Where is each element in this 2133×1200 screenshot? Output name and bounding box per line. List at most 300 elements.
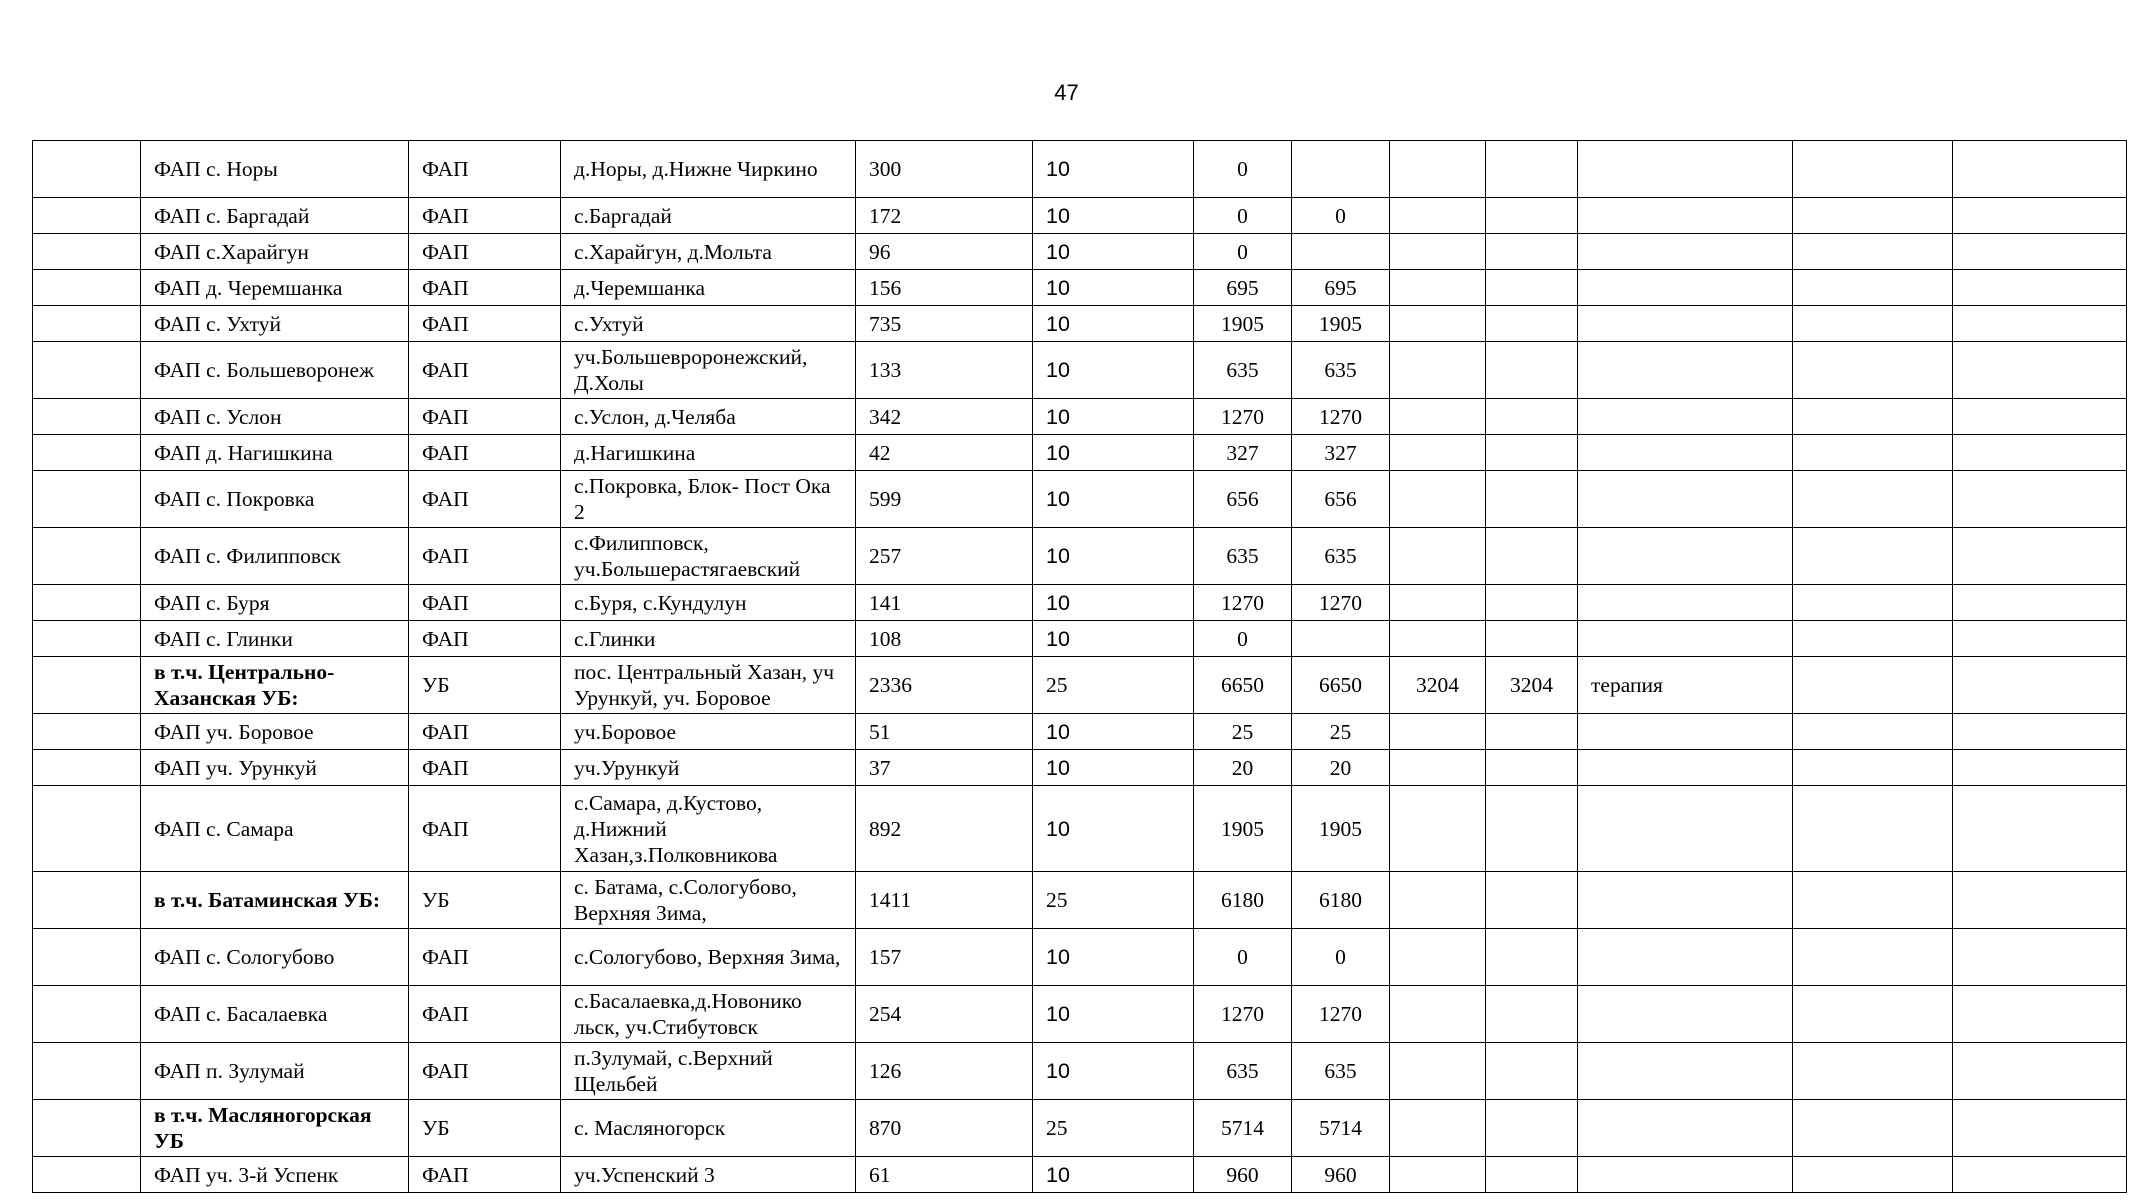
population-cell: 133 xyxy=(856,342,1033,399)
distance-cell: 10 xyxy=(1033,471,1194,528)
facility-name-cell: ФАП с.Харайгун xyxy=(141,234,409,270)
distance-cell: 25 xyxy=(1033,657,1194,714)
value-4-cell xyxy=(1486,306,1578,342)
table-row xyxy=(33,471,2127,528)
empty-cell xyxy=(33,1100,141,1157)
value-3-cell xyxy=(1390,528,1486,585)
profile-cell xyxy=(1578,399,1793,435)
empty-cell xyxy=(1793,929,1953,986)
distance-cell: 10 xyxy=(1033,234,1194,270)
facility-name-cell: ФАП уч. Урункуй xyxy=(141,750,409,786)
facility-name-cell: в т.ч. Центрально-Хазанская УБ: xyxy=(141,657,409,714)
population-cell: 599 xyxy=(856,471,1033,528)
distance-cell: 10 xyxy=(1033,621,1194,657)
value-2-cell: 656 xyxy=(1292,471,1390,528)
table-row xyxy=(33,657,2127,714)
service-area-cell: с.Баргадай xyxy=(561,198,856,234)
value-1-cell: 656 xyxy=(1194,471,1292,528)
empty-cell xyxy=(33,929,141,986)
empty-cell xyxy=(1953,234,2127,270)
value-3-cell xyxy=(1390,399,1486,435)
profile-cell xyxy=(1578,1157,1793,1193)
facility-type-cell: УБ xyxy=(409,872,561,929)
value-2-cell: 1270 xyxy=(1292,986,1390,1043)
empty-cell xyxy=(33,435,141,471)
value-2-cell: 20 xyxy=(1292,750,1390,786)
profile-cell xyxy=(1578,306,1793,342)
value-3-cell xyxy=(1390,750,1486,786)
value-3-cell xyxy=(1390,929,1486,986)
value-2-cell: 1905 xyxy=(1292,306,1390,342)
value-1-cell: 1905 xyxy=(1194,786,1292,872)
population-cell: 61 xyxy=(856,1157,1033,1193)
empty-cell xyxy=(33,872,141,929)
facility-type-cell: УБ xyxy=(409,1100,561,1157)
profile-cell xyxy=(1578,872,1793,929)
empty-cell xyxy=(1953,585,2127,621)
empty-cell xyxy=(1793,234,1953,270)
empty-cell xyxy=(33,270,141,306)
facility-name-cell: ФАП с. Услон xyxy=(141,399,409,435)
service-area-cell: с. Батама, с.Сологубово, Верхняя Зима, xyxy=(561,872,856,929)
empty-cell xyxy=(1953,528,2127,585)
profile-cell: терапия xyxy=(1578,657,1793,714)
empty-cell xyxy=(33,399,141,435)
facility-name-cell: ФАП с. Самара xyxy=(141,786,409,872)
service-area-cell: с.Харайгун, д.Мольта xyxy=(561,234,856,270)
population-cell: 141 xyxy=(856,585,1033,621)
empty-cell xyxy=(1793,435,1953,471)
population-cell: 892 xyxy=(856,786,1033,872)
empty-cell xyxy=(33,342,141,399)
empty-cell xyxy=(1793,270,1953,306)
value-2-cell: 25 xyxy=(1292,714,1390,750)
empty-cell xyxy=(1953,1100,2127,1157)
facility-name-cell: ФАП с. Глинки xyxy=(141,621,409,657)
value-1-cell: 327 xyxy=(1194,435,1292,471)
value-4-cell xyxy=(1486,986,1578,1043)
facility-name-cell: ФАП п. Зулумай xyxy=(141,1043,409,1100)
table-row xyxy=(33,342,2127,399)
facility-name-cell: ФАП уч. 3-й Успенк xyxy=(141,1157,409,1193)
value-2-cell: 0 xyxy=(1292,929,1390,986)
value-4-cell xyxy=(1486,714,1578,750)
empty-cell xyxy=(1793,1043,1953,1100)
empty-cell xyxy=(1793,585,1953,621)
value-1-cell: 1270 xyxy=(1194,585,1292,621)
facility-type-cell: ФАП xyxy=(409,399,561,435)
population-cell: 37 xyxy=(856,750,1033,786)
profile-cell xyxy=(1578,528,1793,585)
facility-type-cell: ФАП xyxy=(409,528,561,585)
value-4-cell xyxy=(1486,1157,1578,1193)
empty-cell xyxy=(1953,471,2127,528)
facility-name-cell: ФАП д. Нагишкина xyxy=(141,435,409,471)
distance-cell: 10 xyxy=(1033,986,1194,1043)
service-area-cell: пос. Центральный Хазан, уч Урункуй, уч. Боровое xyxy=(561,657,856,714)
value-3-cell xyxy=(1390,306,1486,342)
empty-cell xyxy=(1793,1157,1953,1193)
distance-cell: 25 xyxy=(1033,1100,1194,1157)
value-2-cell: 1270 xyxy=(1292,585,1390,621)
empty-cell xyxy=(1953,435,2127,471)
facility-name-cell: ФАП с. Баргадай xyxy=(141,198,409,234)
table-row xyxy=(33,786,2127,872)
facility-name-cell: ФАП с. Покровка xyxy=(141,471,409,528)
value-4-cell xyxy=(1486,528,1578,585)
value-1-cell: 0 xyxy=(1194,198,1292,234)
empty-cell xyxy=(33,1157,141,1193)
empty-cell xyxy=(1953,306,2127,342)
value-4-cell xyxy=(1486,270,1578,306)
distance-cell: 10 xyxy=(1033,342,1194,399)
service-area-cell: с.Буря, с.Кундулун xyxy=(561,585,856,621)
facility-name-cell: ФАП с. Норы xyxy=(141,141,409,198)
population-cell: 42 xyxy=(856,435,1033,471)
value-3-cell xyxy=(1390,234,1486,270)
empty-cell xyxy=(1953,872,2127,929)
empty-cell xyxy=(1953,342,2127,399)
empty-cell xyxy=(1793,621,1953,657)
population-cell: 108 xyxy=(856,621,1033,657)
value-2-cell: 635 xyxy=(1292,528,1390,585)
service-area-cell: д.Нагишкина xyxy=(561,435,856,471)
value-1-cell: 0 xyxy=(1194,141,1292,198)
facility-name-cell: в т.ч. Батаминская УБ: xyxy=(141,872,409,929)
empty-cell xyxy=(1953,986,2127,1043)
table-row xyxy=(33,399,2127,435)
empty-cell xyxy=(1953,1157,2127,1193)
population-cell: 157 xyxy=(856,929,1033,986)
empty-cell xyxy=(1953,198,2127,234)
value-1-cell: 5714 xyxy=(1194,1100,1292,1157)
empty-cell xyxy=(33,234,141,270)
population-cell: 254 xyxy=(856,986,1033,1043)
profile-cell xyxy=(1578,234,1793,270)
distance-cell: 10 xyxy=(1033,528,1194,585)
profile-cell xyxy=(1578,585,1793,621)
distance-cell: 10 xyxy=(1033,435,1194,471)
table-row xyxy=(33,750,2127,786)
value-3-cell xyxy=(1390,585,1486,621)
profile-cell xyxy=(1578,141,1793,198)
profile-cell xyxy=(1578,714,1793,750)
empty-cell xyxy=(1953,714,2127,750)
value-1-cell: 635 xyxy=(1194,528,1292,585)
empty-cell xyxy=(33,528,141,585)
value-1-cell: 0 xyxy=(1194,234,1292,270)
population-cell: 126 xyxy=(856,1043,1033,1100)
value-4-cell xyxy=(1486,621,1578,657)
table-row xyxy=(33,234,2127,270)
distance-cell: 10 xyxy=(1033,714,1194,750)
page-number: 47 xyxy=(1054,80,1079,105)
value-2-cell: 0 xyxy=(1292,198,1390,234)
empty-cell xyxy=(1793,786,1953,872)
value-1-cell: 0 xyxy=(1194,621,1292,657)
distance-cell: 10 xyxy=(1033,1043,1194,1100)
empty-cell xyxy=(33,714,141,750)
empty-cell xyxy=(1953,750,2127,786)
value-1-cell: 1905 xyxy=(1194,306,1292,342)
value-2-cell xyxy=(1292,234,1390,270)
population-cell: 735 xyxy=(856,306,1033,342)
value-3-cell xyxy=(1390,1157,1486,1193)
profile-cell xyxy=(1578,198,1793,234)
population-cell: 96 xyxy=(856,234,1033,270)
facility-type-cell: ФАП xyxy=(409,750,561,786)
empty-cell xyxy=(1793,986,1953,1043)
service-area-cell: с. Масляногорск xyxy=(561,1100,856,1157)
profile-cell xyxy=(1578,750,1793,786)
value-1-cell: 6180 xyxy=(1194,872,1292,929)
value-4-cell xyxy=(1486,141,1578,198)
empty-cell xyxy=(1793,471,1953,528)
value-2-cell: 327 xyxy=(1292,435,1390,471)
distance-cell: 10 xyxy=(1033,141,1194,198)
value-4-cell xyxy=(1486,1100,1578,1157)
table-row xyxy=(33,1100,2127,1157)
value-4-cell xyxy=(1486,786,1578,872)
table-row xyxy=(33,198,2127,234)
distance-cell: 10 xyxy=(1033,306,1194,342)
service-area-cell: с.Филипповск, уч.Большерастягаевский xyxy=(561,528,856,585)
profile-cell xyxy=(1578,471,1793,528)
facility-type-cell: ФАП xyxy=(409,1157,561,1193)
profile-cell xyxy=(1578,435,1793,471)
service-area-cell: д.Норы, д.Нижне Чиркино xyxy=(561,141,856,198)
empty-cell xyxy=(1953,141,2127,198)
value-1-cell: 1270 xyxy=(1194,399,1292,435)
empty-cell xyxy=(1793,714,1953,750)
table-row xyxy=(33,621,2127,657)
population-cell: 172 xyxy=(856,198,1033,234)
facility-name-cell: ФАП с. Буря xyxy=(141,585,409,621)
table-row xyxy=(33,714,2127,750)
facility-name-cell: ФАП д. Черемшанка xyxy=(141,270,409,306)
profile-cell xyxy=(1578,342,1793,399)
distance-cell: 25 xyxy=(1033,872,1194,929)
value-2-cell: 635 xyxy=(1292,1043,1390,1100)
population-cell: 300 xyxy=(856,141,1033,198)
value-4-cell xyxy=(1486,1043,1578,1100)
empty-cell xyxy=(33,306,141,342)
value-2-cell: 6180 xyxy=(1292,872,1390,929)
population-cell: 51 xyxy=(856,714,1033,750)
facility-type-cell: ФАП xyxy=(409,471,561,528)
service-area-cell: с.Ухтуй xyxy=(561,306,856,342)
value-2-cell: 695 xyxy=(1292,270,1390,306)
service-area-cell: с.Глинки xyxy=(561,621,856,657)
service-area-cell: с.Покровка, Блок- Пост Ока 2 xyxy=(561,471,856,528)
facility-type-cell: ФАП xyxy=(409,141,561,198)
value-3-cell xyxy=(1390,1043,1486,1100)
facility-type-cell: ФАП xyxy=(409,585,561,621)
value-1-cell: 6650 xyxy=(1194,657,1292,714)
table-row xyxy=(33,585,2127,621)
value-4-cell: 3204 xyxy=(1486,657,1578,714)
profile-cell xyxy=(1578,1043,1793,1100)
distance-cell: 10 xyxy=(1033,786,1194,872)
facility-type-cell: ФАП xyxy=(409,621,561,657)
table-row xyxy=(33,435,2127,471)
value-2-cell xyxy=(1292,141,1390,198)
table-row xyxy=(33,872,2127,929)
empty-cell xyxy=(1793,528,1953,585)
distance-cell: 10 xyxy=(1033,750,1194,786)
facility-type-cell: ФАП xyxy=(409,234,561,270)
service-area-cell: с.Басалаевка,д.Новонико льск, уч.Стибутовск xyxy=(561,986,856,1043)
facility-name-cell: в т.ч. Масляногорская УБ xyxy=(141,1100,409,1157)
facility-type-cell: ФАП xyxy=(409,714,561,750)
value-3-cell xyxy=(1390,471,1486,528)
empty-cell xyxy=(1793,342,1953,399)
empty-cell xyxy=(1793,1100,1953,1157)
value-3-cell xyxy=(1390,986,1486,1043)
population-cell: 1411 xyxy=(856,872,1033,929)
distance-cell: 10 xyxy=(1033,585,1194,621)
facilities-table xyxy=(32,140,2127,1193)
value-3-cell xyxy=(1390,714,1486,750)
facility-type-cell: ФАП xyxy=(409,270,561,306)
value-3-cell xyxy=(1390,198,1486,234)
empty-cell xyxy=(1793,399,1953,435)
service-area-cell: уч.Боровое xyxy=(561,714,856,750)
table-row xyxy=(33,528,2127,585)
value-2-cell: 1905 xyxy=(1292,786,1390,872)
profile-cell xyxy=(1578,786,1793,872)
value-4-cell xyxy=(1486,342,1578,399)
empty-cell xyxy=(33,141,141,198)
population-cell: 342 xyxy=(856,399,1033,435)
value-3-cell xyxy=(1390,872,1486,929)
empty-cell xyxy=(1953,1043,2127,1100)
table-row xyxy=(33,141,2127,198)
facility-type-cell: ФАП xyxy=(409,342,561,399)
value-4-cell xyxy=(1486,872,1578,929)
distance-cell: 10 xyxy=(1033,270,1194,306)
facility-type-cell: ФАП xyxy=(409,306,561,342)
facility-type-cell: ФАП xyxy=(409,786,561,872)
value-2-cell: 635 xyxy=(1292,342,1390,399)
value-2-cell: 1270 xyxy=(1292,399,1390,435)
service-area-cell: уч.Успенский 3 xyxy=(561,1157,856,1193)
population-cell: 156 xyxy=(856,270,1033,306)
empty-cell xyxy=(33,585,141,621)
empty-cell xyxy=(1953,621,2127,657)
value-4-cell xyxy=(1486,585,1578,621)
value-3-cell xyxy=(1390,435,1486,471)
empty-cell xyxy=(1793,198,1953,234)
table-row xyxy=(33,270,2127,306)
population-cell: 870 xyxy=(856,1100,1033,1157)
table-row xyxy=(33,1043,2127,1100)
profile-cell xyxy=(1578,929,1793,986)
facility-type-cell: ФАП xyxy=(409,1043,561,1100)
empty-cell xyxy=(1953,657,2127,714)
empty-cell xyxy=(1793,306,1953,342)
facility-name-cell: ФАП с. Большеворонеж xyxy=(141,342,409,399)
service-area-cell: д.Черемшанка xyxy=(561,270,856,306)
value-2-cell: 6650 xyxy=(1292,657,1390,714)
value-1-cell: 695 xyxy=(1194,270,1292,306)
value-3-cell xyxy=(1390,621,1486,657)
value-3-cell xyxy=(1390,141,1486,198)
empty-cell xyxy=(33,786,141,872)
distance-cell: 10 xyxy=(1033,1157,1194,1193)
value-4-cell xyxy=(1486,198,1578,234)
service-area-cell: с.Услон, д.Челяба xyxy=(561,399,856,435)
empty-cell xyxy=(1953,929,2127,986)
empty-cell xyxy=(33,986,141,1043)
service-area-cell: п.Зулумай, с.Верхний Щельбей xyxy=(561,1043,856,1100)
profile-cell xyxy=(1578,1100,1793,1157)
value-1-cell: 0 xyxy=(1194,929,1292,986)
value-4-cell xyxy=(1486,399,1578,435)
empty-cell xyxy=(33,621,141,657)
facility-name-cell: ФАП уч. Боровое xyxy=(141,714,409,750)
value-2-cell: 960 xyxy=(1292,1157,1390,1193)
service-area-cell: с.Самара, д.Кустово, д.Нижний Хазан,з.Полковникова xyxy=(561,786,856,872)
table-row xyxy=(33,306,2127,342)
value-4-cell xyxy=(1486,234,1578,270)
profile-cell xyxy=(1578,986,1793,1043)
table-row xyxy=(33,929,2127,986)
value-1-cell: 20 xyxy=(1194,750,1292,786)
service-area-cell: с.Сологубово, Верхняя Зима, xyxy=(561,929,856,986)
facility-type-cell: ФАП xyxy=(409,198,561,234)
facility-type-cell: ФАП xyxy=(409,435,561,471)
value-4-cell xyxy=(1486,929,1578,986)
value-1-cell: 25 xyxy=(1194,714,1292,750)
value-1-cell: 635 xyxy=(1194,1043,1292,1100)
service-area-cell: уч.Урункуй xyxy=(561,750,856,786)
value-4-cell xyxy=(1486,435,1578,471)
value-3-cell: 3204 xyxy=(1390,657,1486,714)
empty-cell xyxy=(33,1043,141,1100)
empty-cell xyxy=(1953,786,2127,872)
empty-cell xyxy=(33,750,141,786)
empty-cell xyxy=(1793,872,1953,929)
empty-cell xyxy=(1793,141,1953,198)
facility-name-cell: ФАП с. Басалаевка xyxy=(141,986,409,1043)
value-1-cell: 1270 xyxy=(1194,986,1292,1043)
profile-cell xyxy=(1578,270,1793,306)
empty-cell xyxy=(33,471,141,528)
empty-cell xyxy=(33,657,141,714)
table-row xyxy=(33,986,2127,1043)
facility-name-cell: ФАП с. Филипповск xyxy=(141,528,409,585)
value-4-cell xyxy=(1486,750,1578,786)
population-cell: 257 xyxy=(856,528,1033,585)
population-cell: 2336 xyxy=(856,657,1033,714)
distance-cell: 10 xyxy=(1033,399,1194,435)
value-3-cell xyxy=(1390,1100,1486,1157)
value-3-cell xyxy=(1390,786,1486,872)
facility-type-cell: ФАП xyxy=(409,929,561,986)
value-2-cell xyxy=(1292,621,1390,657)
empty-cell xyxy=(1793,657,1953,714)
empty-cell xyxy=(1953,399,2127,435)
value-3-cell xyxy=(1390,342,1486,399)
facility-name-cell: ФАП с. Ухтуй xyxy=(141,306,409,342)
distance-cell: 10 xyxy=(1033,929,1194,986)
empty-cell xyxy=(33,198,141,234)
empty-cell xyxy=(1793,750,1953,786)
facility-type-cell: ФАП xyxy=(409,986,561,1043)
value-1-cell: 635 xyxy=(1194,342,1292,399)
value-1-cell: 960 xyxy=(1194,1157,1292,1193)
